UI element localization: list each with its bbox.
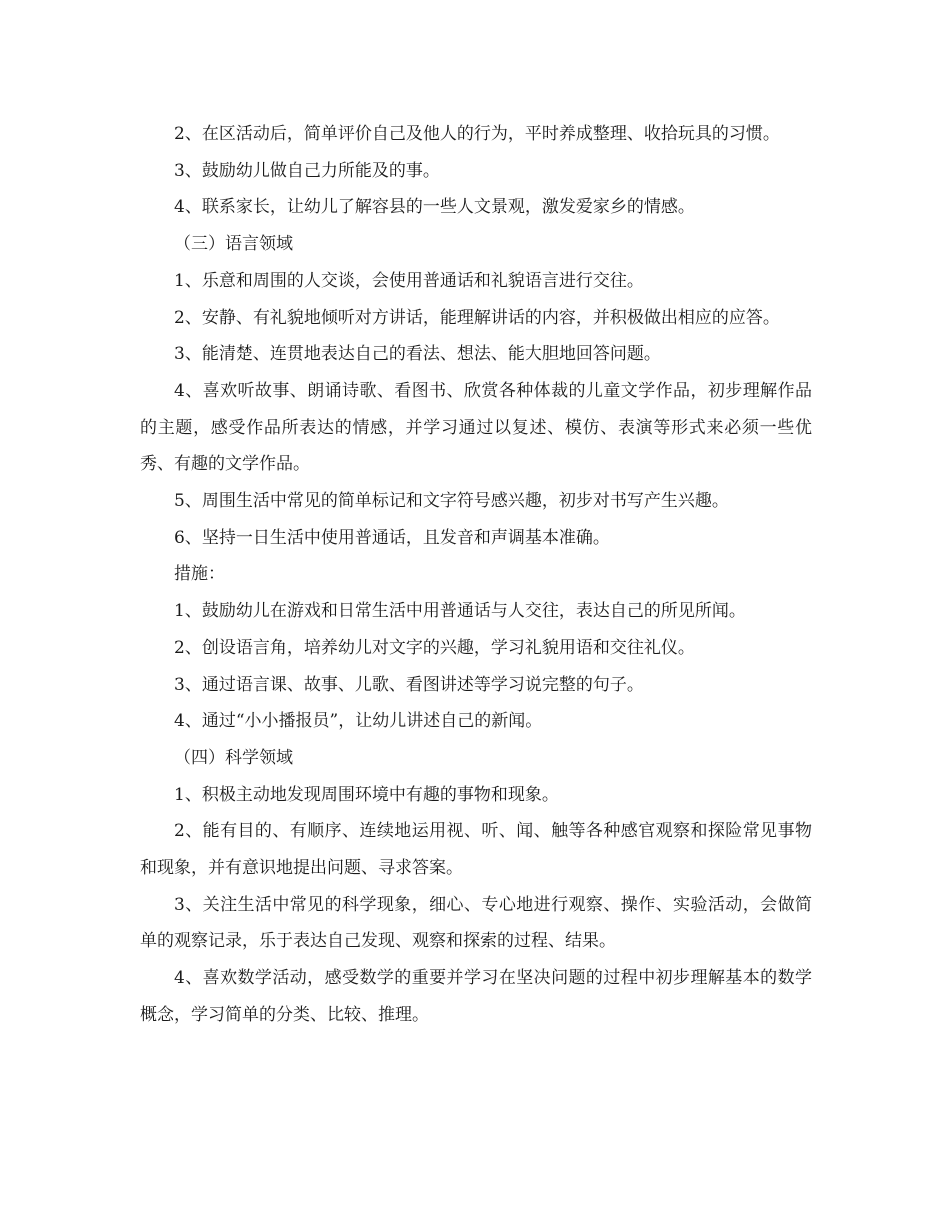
paragraph: 4、联系家长，让幼儿了解容县的一些人文景观，激发爱家乡的情感。 (174, 197, 695, 218)
paragraph: 2、在区活动后，简单评价自己及他人的行为，平时养成整理、收拾玩具的习惯。 (174, 124, 780, 144)
paragraph: 4、通过“小小播报员”，让幼儿讲述自己的新闻。 (174, 711, 543, 732)
section-heading-science: （四）科学领域 (174, 747, 293, 768)
paragraph: 3、鼓励幼儿做自己力所能及的事。 (174, 160, 440, 181)
paragraph: 1、积极主动地发现周围环境中有趣的事物和现象。 (174, 784, 559, 805)
document-body (140, 116, 812, 1034)
paragraph: 3、能清楚、连贯地表达自己的看法、想法、能大胆地回答问题。 (174, 344, 661, 365)
paragraph: 3、通过语言课、故事、儿歌、看图讲述等学习说完整的句子。 (174, 674, 644, 695)
paragraph: 3、关注生活中常见的科学现象，细心、专心地进行观察、操作、实验活动，会做简单的观察记录，乐于表达自己发现、观察和探索的过程、结果。 (140, 894, 812, 952)
paragraph: 1、乐意和周围的人交谈，会使用普通话和礼貌语言进行交往。 (174, 270, 644, 291)
paragraph: 6、坚持一日生活中使用普通话，且发音和声调基本准确。 (174, 527, 610, 548)
paragraph: 2、创设语言角，培养幼儿对文字的兴趣，学习礼貌用语和交往礼仪。 (174, 637, 695, 658)
paragraph: 2、能有目的、有顺序、连续地运用视、听、闻、触等各种感官观察和探险常见事物和现象，并有意识地提出问题、寻求答案。 (140, 821, 812, 879)
paragraph: 4、喜欢听故事、朗诵诗歌、看图书、欣赏各种体裁的儿童文学作品，初步理解作品的主题，感受作品所表达的情感，并学习通过以复述、模仿、表演等形式来必须一些优秀、有趣的文学作品。 (140, 380, 812, 475)
paragraph: 1、鼓励幼儿在游戏和日常生活中用普通话与人交往，表达自己的所见所闻。 (174, 601, 746, 622)
measures-heading: 措施： (174, 564, 225, 585)
paragraph: 4、喜欢数学活动，感受数学的重要并学习在坚决问题的过程中初步理解基本的数学概念，学习简单的分类、比较、推理。 (140, 968, 812, 1025)
section-heading-language: （三）语言领域 (174, 234, 293, 255)
paragraph: 2、安静、有礼貌地倾听对方讲话，能理解讲话的内容，并积极做出相应的应答。 (174, 307, 780, 328)
paragraph: 5、周围生活中常见的简单标记和文字符号感兴趣，初步对书写产生兴趣。 (174, 491, 729, 512)
